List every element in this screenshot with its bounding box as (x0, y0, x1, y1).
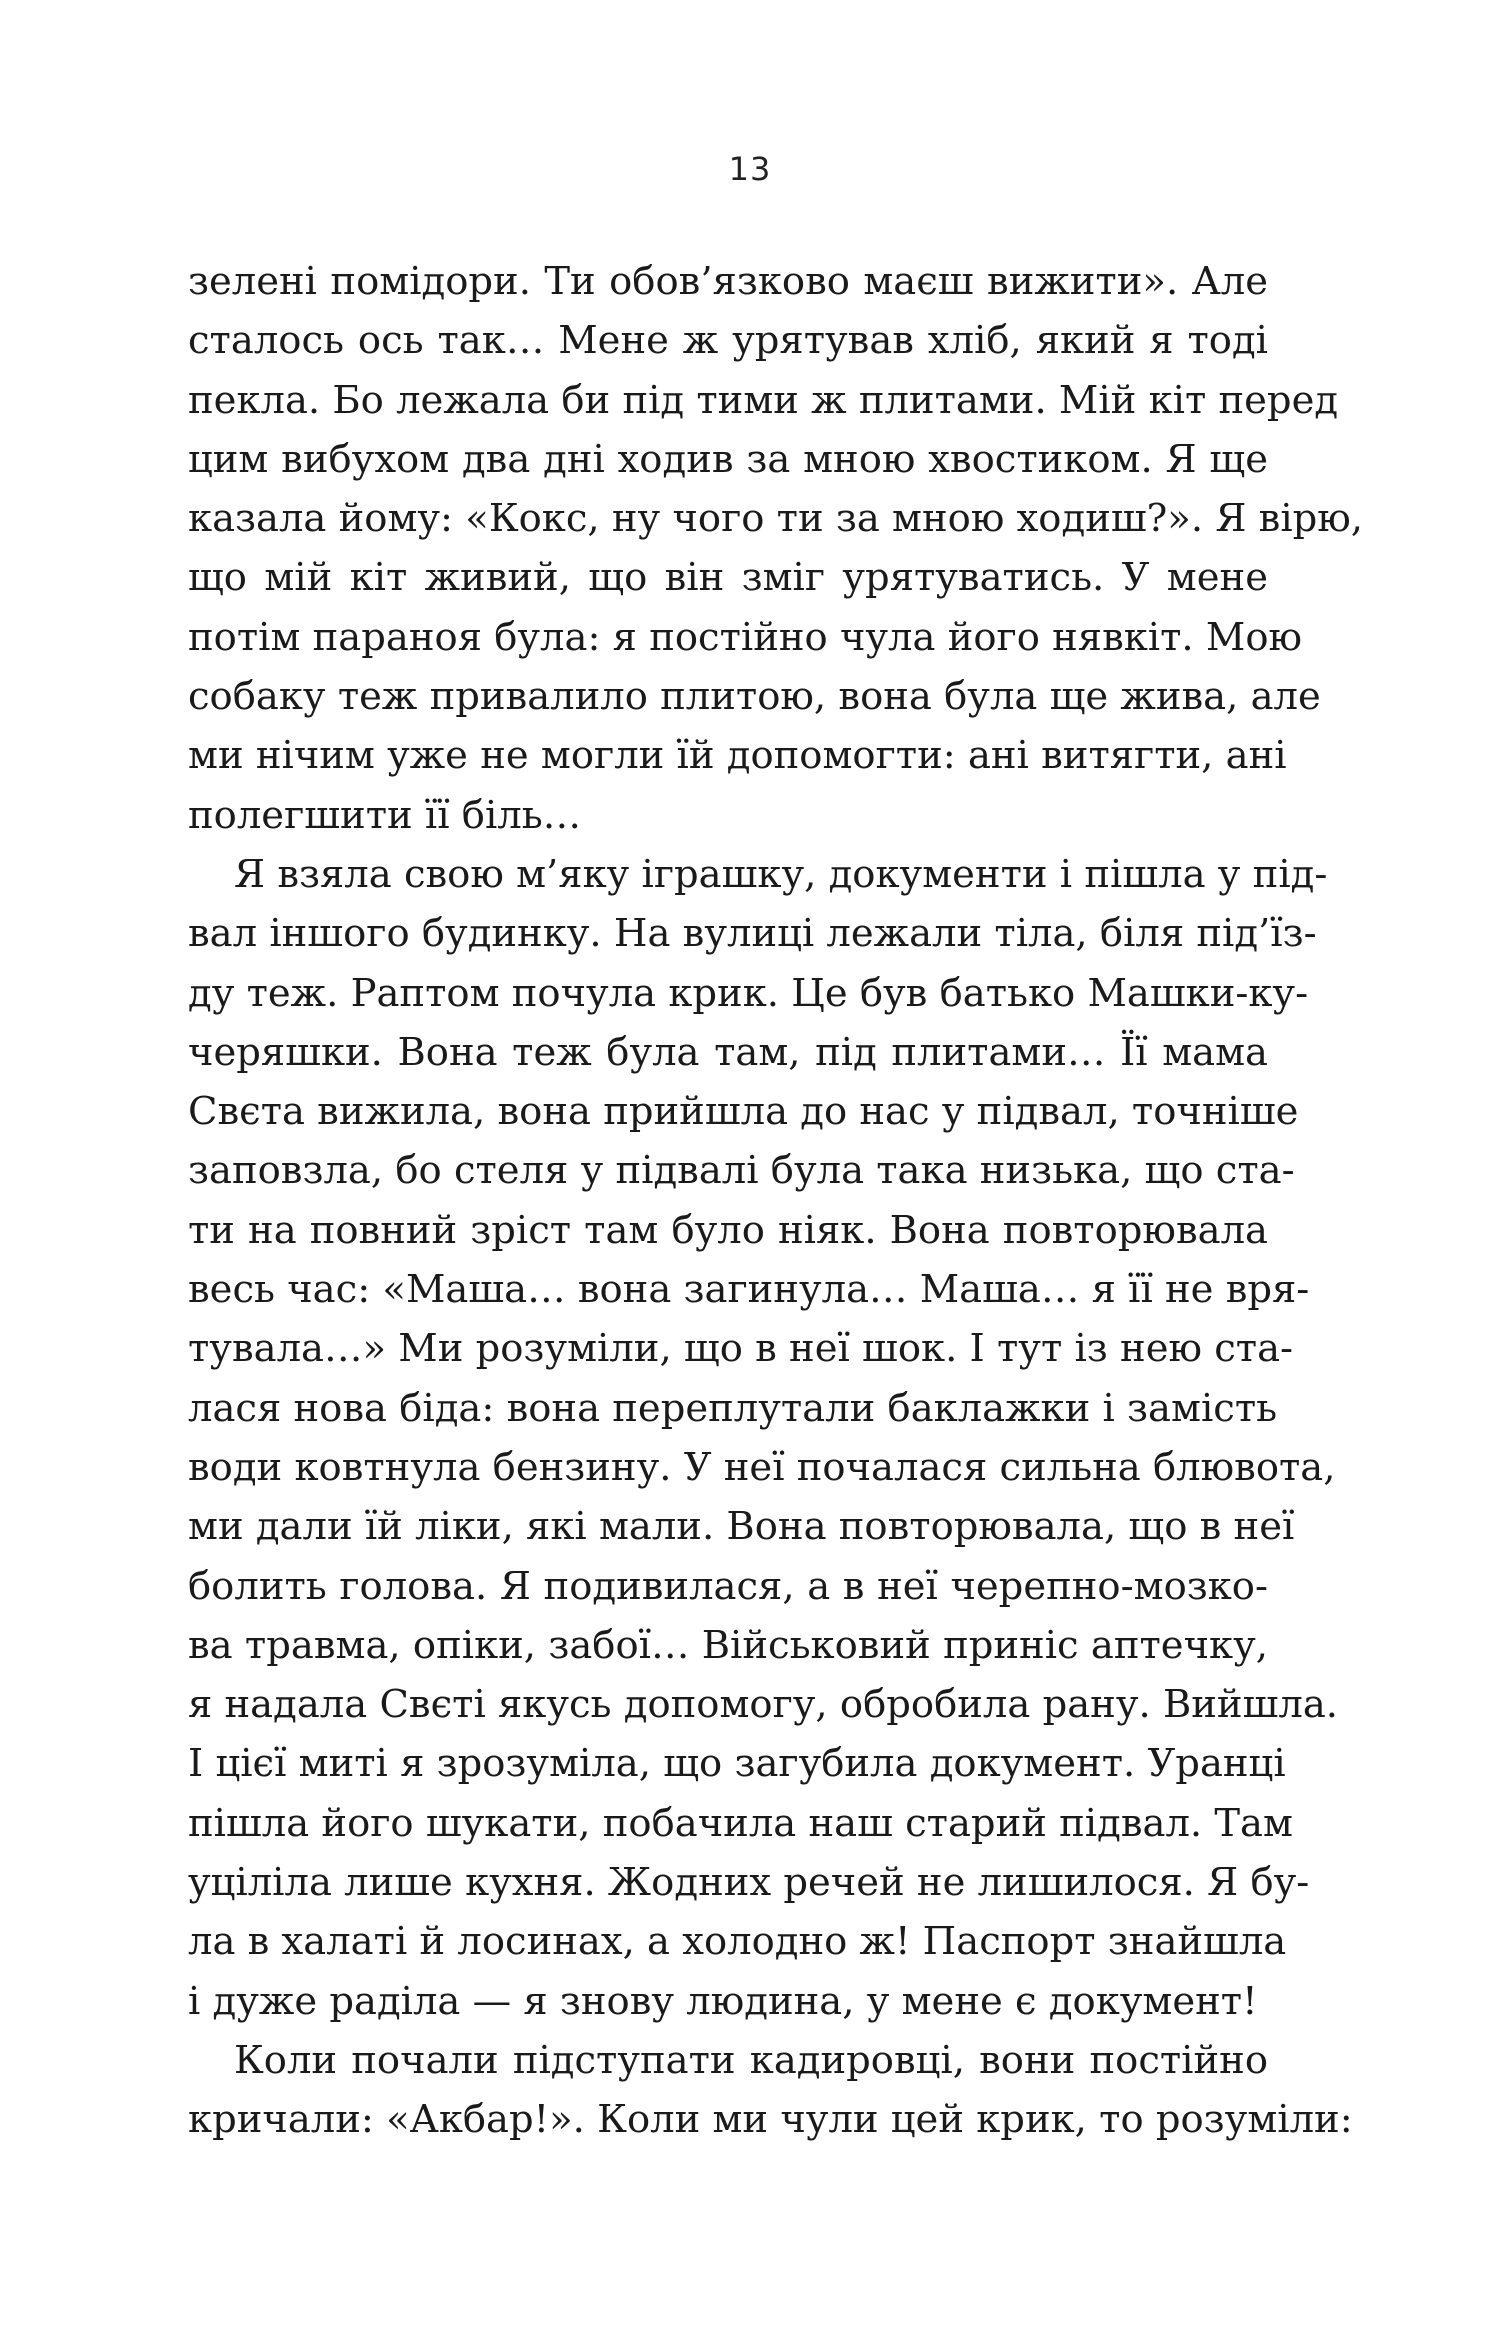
text-line: ми нічим уже не могли їй допомогти: ані витягти, ані (188, 733, 1287, 779)
text-line: заповзла, бо стеля у підвалі була така низька, що ста- (188, 1148, 1295, 1194)
text-line: ду теж. Раптом почула крик. Це був батько Машки-ку- (188, 970, 1309, 1016)
text-line: ти на повний зріст там було ніяк. Вона повторювала (188, 1207, 1268, 1253)
paragraph (188, 252, 1364, 845)
text-line: полегшити її біль… (188, 792, 582, 838)
paragraph (188, 845, 1339, 2031)
text-line: кричали: «Акбар!». Коли ми чули цей крик, то розуміли: (188, 2097, 1353, 2143)
page-number: 13 (728, 150, 772, 188)
text-line: собаку теж привалило плитою, вона була ще жива, але (188, 674, 1321, 720)
text-line: болить голова. Я подивилася, а в неї черепно-мозко- (188, 1563, 1268, 1609)
text-line: уціліла лише кухня. Жодних речей не лишилося. Я бу- (188, 1860, 1310, 1906)
text-line: пішла його шукати, побачила наш старий підвал. Там (188, 1800, 1293, 1846)
text-line: Свєта вижила, вона прийшла до нас у підвал, точніше (188, 1089, 1299, 1135)
paragraph (188, 2031, 1353, 2150)
text-line: Коли почали підступати кадировці, вони постійно (234, 2037, 1268, 2083)
text-line: вал іншого будинку. На вулиці лежали тіла, біля під’їз- (188, 911, 1317, 957)
text-line: лася нова біда: вона переплутали баклажки і замість (188, 1385, 1278, 1431)
text-line: Я взяла свою м’яку іграшку, документи і пішла у під- (234, 851, 1328, 897)
text-line: ла в халаті й лосинах, а холодно ж! Паспорт знайшла (188, 1919, 1287, 1965)
text-line: сталось ось так… Мене ж урятував хліб, який я тоді (188, 318, 1268, 364)
body-text (188, 252, 1364, 2150)
text-line: ва травма, опіки, забої… Військовий приніс аптечку, (188, 1622, 1268, 1668)
text-line: потім параноя була: я постійно чула його нявкіт. Мою (188, 614, 1303, 660)
text-line: я надала Свєті якусь допомогу, обробила рану. Вийшла. (188, 1682, 1339, 1728)
text-line: води ковтнула бензину. У неї почалася сильна блювота, (188, 1444, 1336, 1490)
text-line: і дуже раділа — я знову людина, у мене є документ! (188, 1978, 1258, 2024)
text-line: ми дали їй ліки, які мали. Вона повторювала, що в неї (188, 1504, 1295, 1550)
text-line: весь час: «Маша… вона загинула… Маша… я її не вря- (188, 1267, 1310, 1313)
text-line: черяшки. Вона теж була там, під плитами… Її мама (188, 1029, 1268, 1075)
text-line: І цієї миті я зрозуміла, що загубила документ. Уранці (188, 1741, 1286, 1787)
text-line: пекла. Бо лежала би під тими ж плитами. Мій кіт перед (188, 377, 1339, 423)
text-line: що мій кіт живий, що він зміг урятуватись. У мене (188, 555, 1268, 601)
text-line: казала йому: «Кокс, ну чого ти за мною ходиш?». Я вірю, (188, 496, 1364, 542)
text-line: цим вибухом два дні ходив за мною хвостиком. Я ще (188, 436, 1268, 482)
text-line: зелені помідори. Ти обов’язково маєш вижити». Але (188, 259, 1268, 304)
text-line: тувала…» Ми розуміли, що в неї шок. І тут із нею ста- (188, 1326, 1294, 1372)
